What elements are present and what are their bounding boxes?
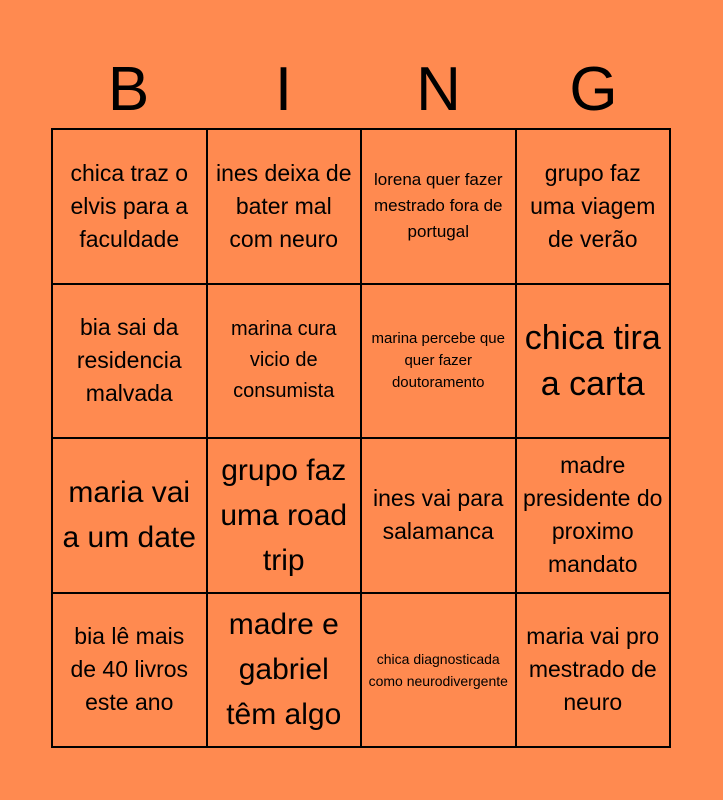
bingo-cell[interactable]: maria vai pro mestrado de neuro [516,593,671,748]
header-letter-i: I [274,55,293,124]
bingo-cell[interactable]: grupo faz uma road trip [207,438,362,593]
bingo-cell[interactable]: marina percebe que quer fazer doutoramento [361,284,516,439]
header-letter-n: N [416,55,461,124]
bingo-cell[interactable]: chica tira a carta [516,284,671,439]
header-letter-b: B [107,55,150,124]
bingo-cell[interactable]: ines vai para salamanca [361,438,516,593]
bingo-cell[interactable]: madre e gabriel têm algo [207,593,362,748]
header-letter-g: G [569,55,618,124]
bingo-cell[interactable]: bia sai da residencia malvada [52,284,207,439]
bingo-board [51,128,671,748]
bingo-cell[interactable]: bia lê mais de 40 livros este ano [52,593,207,748]
bingo-cell[interactable]: ines deixa de bater mal com neuro [207,129,362,284]
bingo-cell[interactable]: grupo faz uma viagem de verão [516,129,671,284]
bingo-header [51,52,671,128]
bingo-cell[interactable]: chica traz o elvis para a faculdade [52,129,207,284]
bingo-cell[interactable]: lorena quer fazer mestrado fora de portugal [361,129,516,284]
bingo-cell[interactable]: marina cura vicio de consumista [207,284,362,439]
bingo-cell[interactable]: chica diagnosticada como neurodivergente [361,593,516,748]
bingo-cell[interactable]: madre presidente do proximo mandato [516,438,671,593]
bingo-cell[interactable]: maria vai a um date [52,438,207,593]
